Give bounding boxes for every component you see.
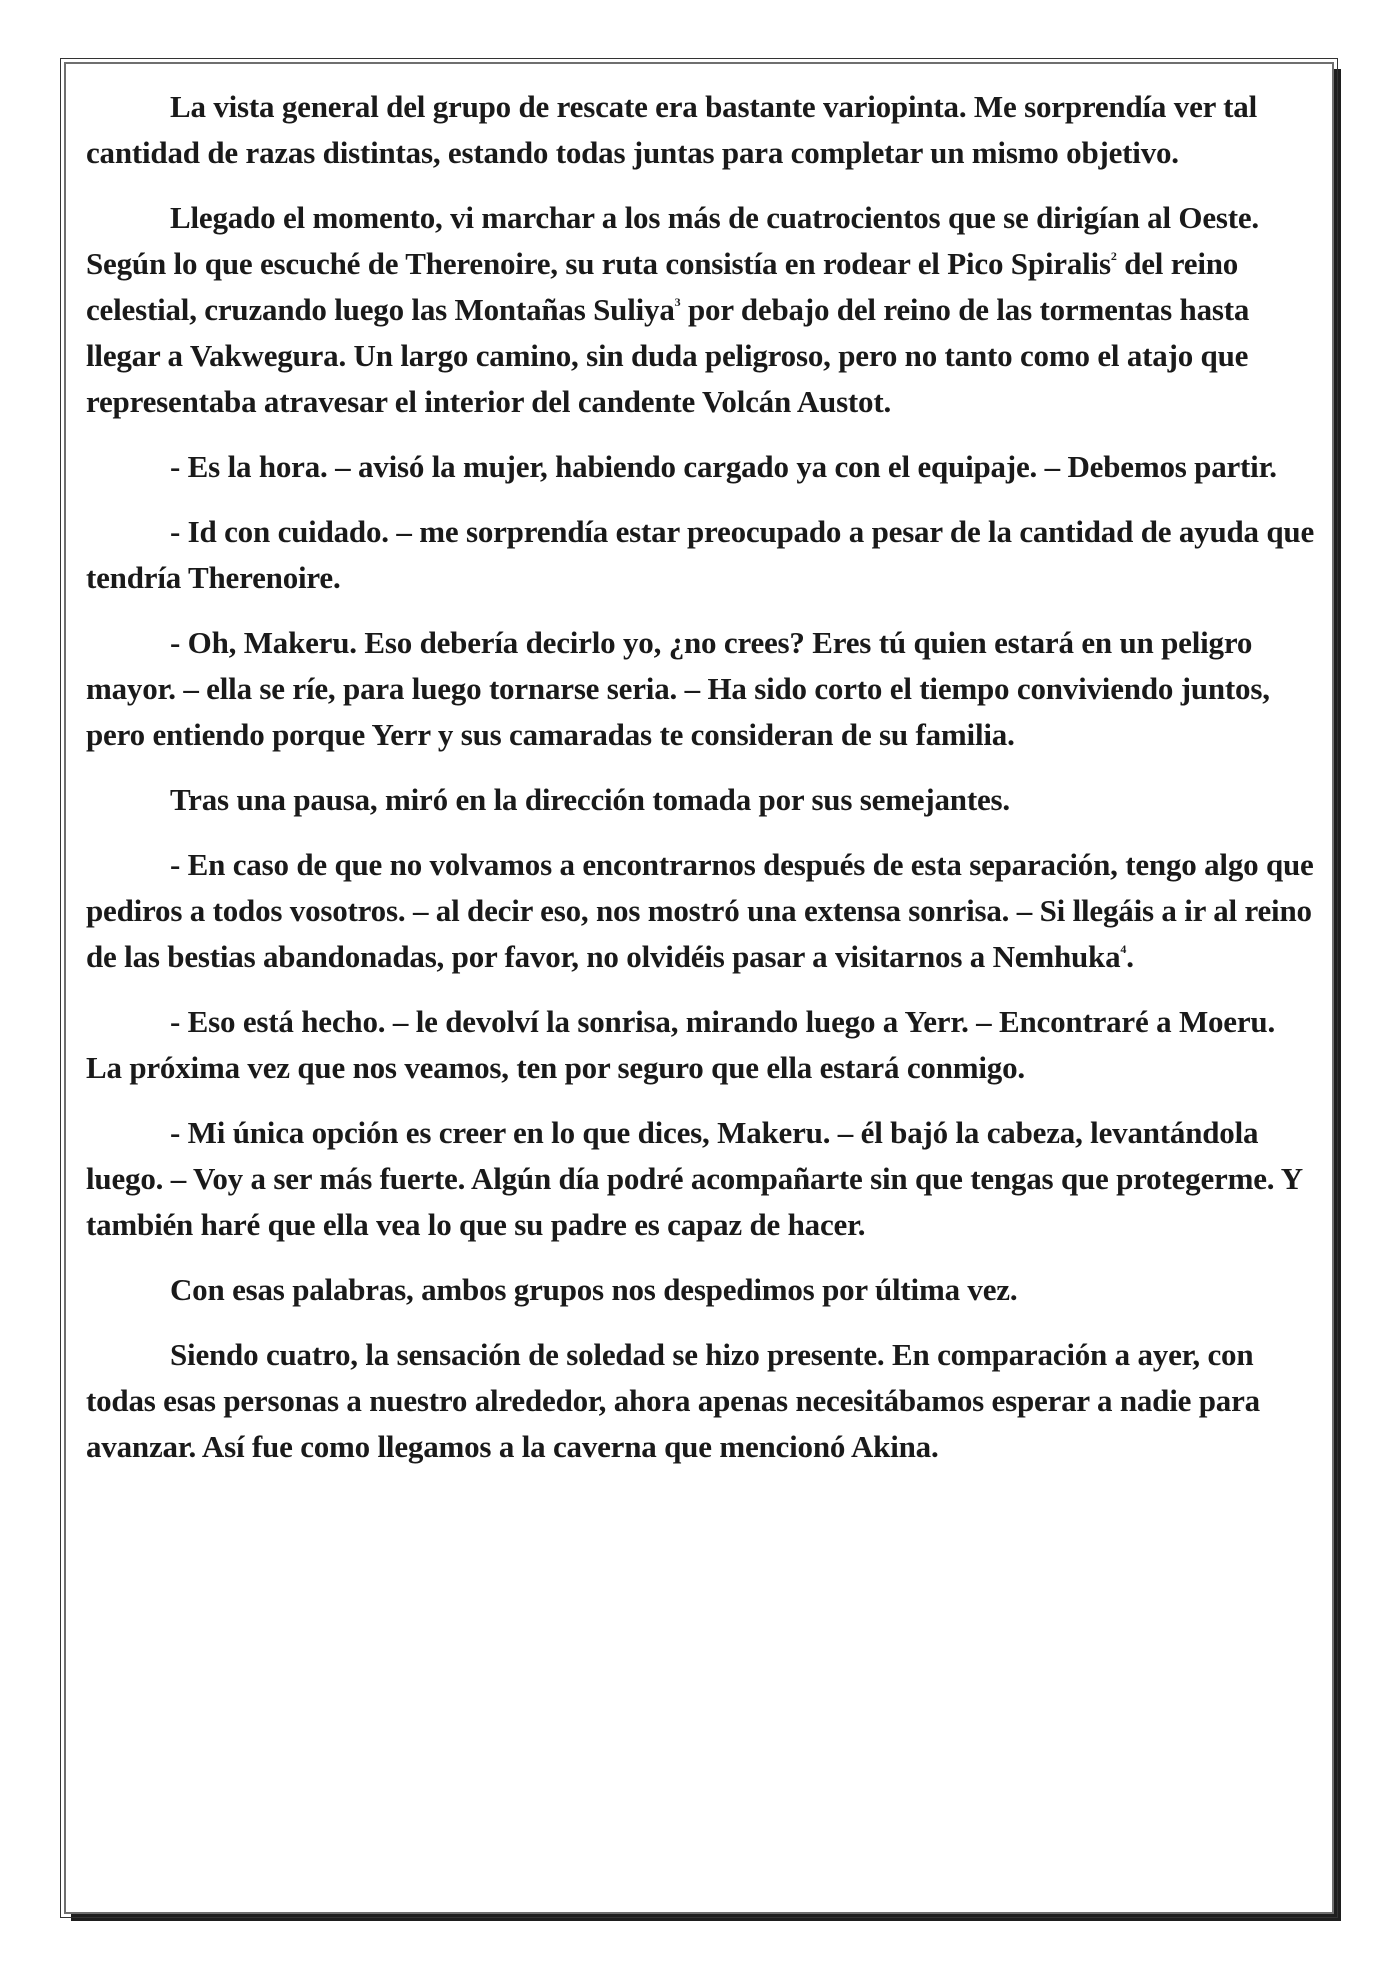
footnote-ref-4[interactable]: 4 (1120, 942, 1127, 956)
paragraph-2 (86, 195, 1314, 425)
paragraph-5: - Oh, Makeru. Eso debería decirlo yo, ¿no crees? Eres tú quien estará en un peligro mayor. – ella se ríe, para luego tornarse seria. – Ha sido corto el tiempo conviviendo juntos, pero entiendo porque Yerr y sus camaradas te consideran de su familia. (86, 625, 1270, 752)
paragraph-3: - Es la hora. – avisó la mujer, habiendo cargado ya con el equipaje. – Debemos partir. (170, 449, 1277, 484)
page-frame (64, 62, 1334, 1914)
paragraph-8: - Eso está hecho. – le devolví la sonrisa, mirando luego a Yerr. – Encontraré a Moeru. La próxima vez que nos veamos, ten por seguro que ella estará conmigo. (86, 1004, 1276, 1085)
paragraph-2-part-a: Llegado el momento, vi marchar a los más de cuatrocientos que se dirigían al Oeste. Según lo que escuché de Therenoire, su ruta consistía en rodear el Pico Spiralis (86, 200, 1259, 281)
paragraph-10: Con esas palabras, ambos grupos nos despedimos por última vez. (170, 1272, 1018, 1307)
paragraph-4: - Id con cuidado. – me sorprendía estar preocupado a pesar de la cantidad de ayuda que tendría Therenoire. (86, 514, 1315, 595)
paragraph-6: Tras una pausa, miró en la dirección tomada por sus semejantes. (170, 782, 1010, 817)
paragraph-2-part-c: por debajo del reino de las tormentas hasta llegar a Vakwegura. Un largo camino, sin duda peligroso, pero no tanto como el atajo que representaba atravesar el interior del candente Volcán Austot. (86, 292, 1250, 419)
footnote-ref-3[interactable]: 3 (674, 295, 681, 309)
paragraph-1: La vista general del grupo de rescate era bastante variopinta. Me sorprendía ver tal cantidad de razas distintas, estando todas juntas para completar un mismo objetivo. (86, 89, 1258, 170)
paragraph-9: - Mi única opción es creer en lo que dices, Makeru. – él bajó la cabeza, levantándola luego. – Voy a ser más fuerte. Algún día podré acompañarte sin que tengas que protegerme. Y también haré que ella vea lo que su padre es capaz de hacer. (86, 1115, 1302, 1242)
footnote-ref-2[interactable]: 2 (1110, 249, 1117, 263)
paragraph-7 (86, 842, 1314, 980)
paragraph-7-part-a: - En caso de que no volvamos a encontrarnos después de esta separación, tengo algo que pediros a todos vosotros. – al decir eso, nos mostró una extensa sonrisa. – Si llegáis a ir al reino de las bestias abandonadas, por favor, no olvidéis pasar a visitarnos a Nemhuka (86, 847, 1314, 974)
paragraph-2-part-b: del reino celestial, cruzando luego las Montañas Suliya (86, 246, 1239, 327)
document-body (86, 84, 1314, 1489)
paragraph-11: Siendo cuatro, la sensación de soledad se hizo presente. En comparación a ayer, con todas esas personas a nuestro alrededor, ahora apenas necesitábamos esperar a nadie para avanzar. Así fue como llegamos a la caverna que mencionó Akina. (86, 1337, 1260, 1464)
paragraph-7-part-b: . (1126, 939, 1134, 974)
